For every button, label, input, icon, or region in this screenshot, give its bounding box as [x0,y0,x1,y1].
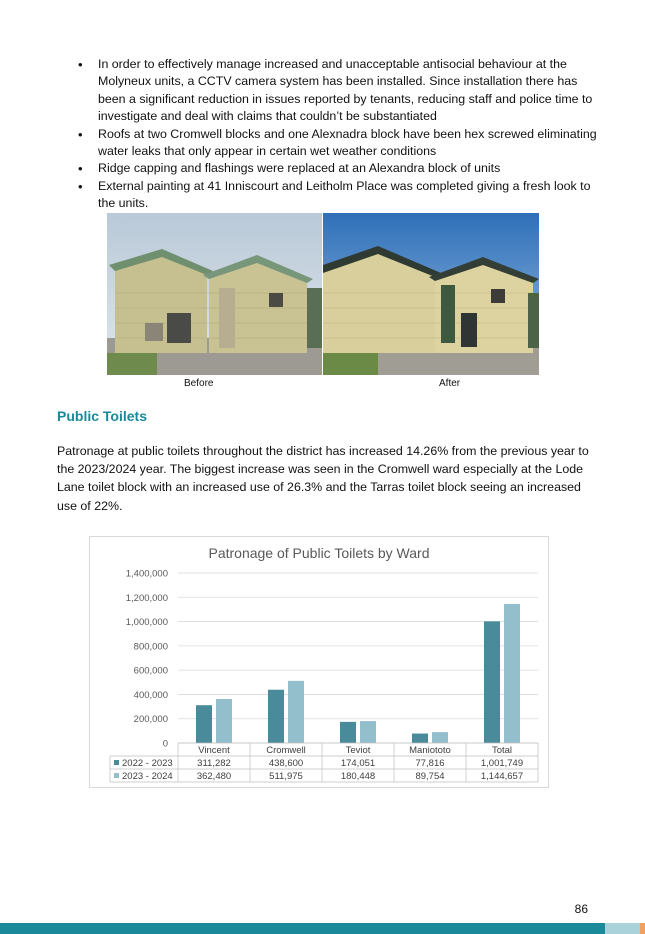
category-label: Vincent [198,745,230,756]
legend-key [114,760,119,765]
bar-maniototo-s0 [412,734,428,743]
category-label: Cromwell [266,745,306,756]
section-title: Public Toilets [57,408,147,424]
y-tick-label: 600,000 [133,665,168,677]
bullet-item: • Ridge capping and flashings were replaced at an Alexandra block of units [78,160,598,177]
after-photo [323,213,539,375]
data-label: 362,480 [196,771,232,782]
data-label: 174,051 [340,758,376,769]
bar-cromwell-s0 [268,690,284,743]
y-tick-label: 1,400,000 [125,568,168,580]
y-tick-label: 1,000,000 [125,617,168,629]
bar-maniototo-s1 [432,732,448,743]
bar-teviot-s0 [340,722,356,743]
before-photo [107,213,322,375]
chart-title: Patronage of Public Toilets by Ward [208,545,430,561]
data-label: 1,144,657 [480,771,524,782]
data-label: 180,448 [340,771,376,782]
data-label: 511,975 [269,771,303,782]
footer-bar [0,923,645,934]
data-label: 438,600 [268,758,304,769]
bar-total-s0 [484,621,500,743]
bar-cromwell-s1 [288,681,304,743]
bullet-list [78,56,598,213]
before-caption: Before [184,378,214,389]
category-label: Teviot [345,745,371,756]
bullet-item: • External painting at 41 Inniscourt and Leitholm Place was completed giving a fresh look to the units. [78,178,598,213]
bar-teviot-s1 [360,721,376,743]
category-label: Maniototo [409,745,451,756]
bullet-item: • In order to effectively manage increased and unacceptable antisocial behaviour at the Molyneux units, a CCTV camera system has been installed. Since installation there has been a significant reduction in issues reported by tenants, reducing staff and police time to investigate and deal with claims that couldn’t be substantiated [78,56,598,126]
data-label: 89,754 [415,771,445,782]
bar-total-s1 [504,604,520,743]
chart-svg [90,537,548,787]
patronage-chart [89,536,549,788]
y-tick-label: 0 [162,738,168,750]
bar-vincent-s1 [216,699,232,743]
legend-label: 2023 - 2024 [122,771,173,782]
data-label: 311,282 [197,758,231,769]
body-paragraph: Patronage at public toilets throughout the district has increased 14.26% from the previous year to the 2023/2024 year. The biggest increase was seen in the Cromwell ward especially at the Lode Lane toilet block with an increased use of 26.3% and the Tarras toilet block seeing an increased use of 22%. [57,444,589,513]
bar-vincent-s0 [196,705,212,743]
page-number: 86 [574,902,588,916]
after-caption: After [439,378,461,389]
y-tick-label: 200,000 [133,714,168,726]
data-label: 1,001,749 [480,758,524,769]
y-tick-label: 800,000 [133,641,168,653]
category-label: Total [491,745,513,756]
data-label: 77,816 [415,758,445,769]
legend-label: 2022 - 2023 [122,758,173,769]
y-tick-label: 1,200,000 [125,592,168,604]
bullet-item: • Roofs at two Cromwell blocks and one Alexnadra block have been hex screwed eliminating water leaks that only appear in certain wet weather conditions [78,126,598,161]
y-tick-label: 400,000 [133,689,168,701]
legend-key [114,773,119,778]
